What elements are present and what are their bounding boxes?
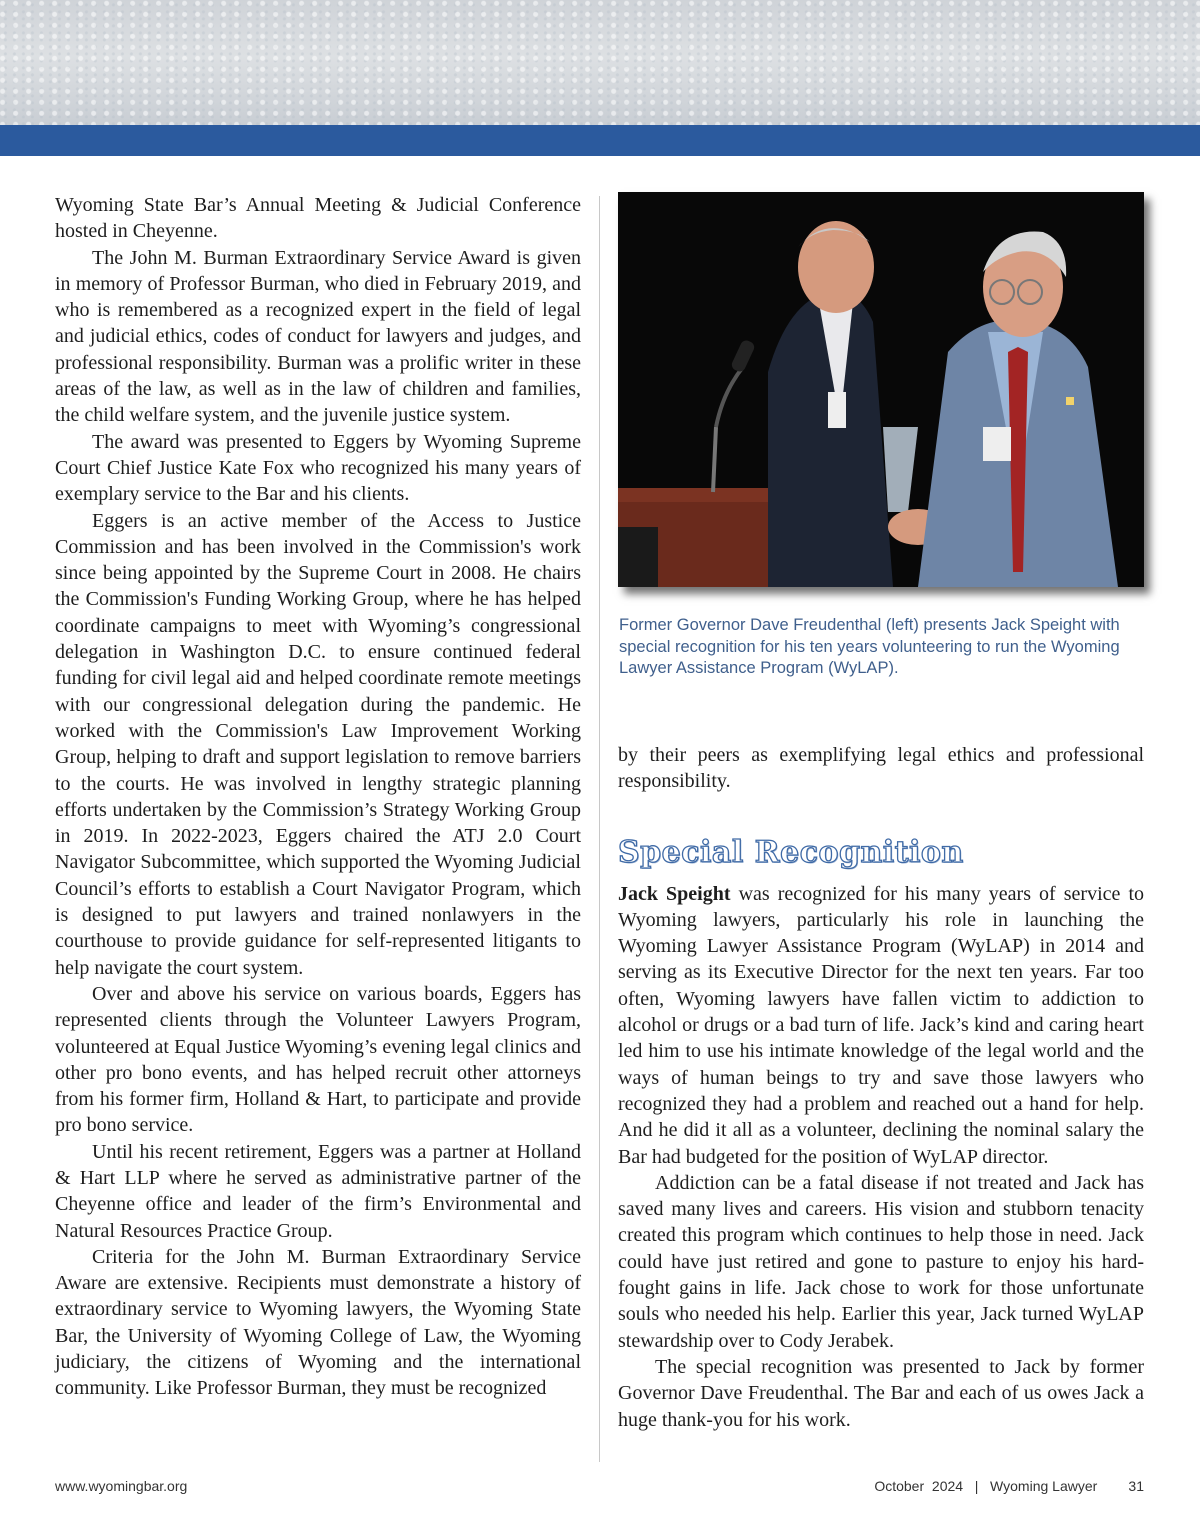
footer-info	[874, 1478, 1144, 1494]
paragraph: Wyoming State Bar’s Annual Meeting & Judicial Conference hosted in Cheyenne.	[55, 194, 581, 243]
footer-publication: Wyoming Lawyer	[990, 1478, 1098, 1494]
paragraph: The award was presented to Eggers by Wyoming Supreme Court Chief Justice Kate Fox who recognized his many years of exemplary service to the Bar and his clients.	[55, 430, 581, 506]
lead-name: Jack Speight	[618, 882, 731, 905]
award-photo	[618, 192, 1144, 587]
section-heading: Special Recognition	[618, 834, 964, 870]
left-column	[55, 192, 581, 1402]
award-photo-illustration	[618, 192, 1144, 587]
paragraph: The special recognition was presented to Jack by former Governor Dave Freudenthal. The Bar and each of us owes Jack a huge thank-you for his work.	[618, 1355, 1144, 1431]
paragraph: The John M. Burman Extraordinary Service Award is given in memory of Professor Burman, who died in February 2019, and who is remembered as a recognized expert in the field of legal and judicial ethics, codes of conduct for lawyers and judges, and professional responsibility. Burman was a prolific writer in these areas of the law, as well as in the law of children and families, the child welfare system, and the juvenile justice system.	[55, 246, 581, 427]
paragraph	[618, 881, 1144, 1170]
paragraph-text: was recognized for his many years of service to Wyoming lawyers, particularly his role in launching the Wyoming Lawyer Assistance Program (WyLAP) in 2014 and serving as its Executive Director for the next ten years. Far too often, Wyoming lawyers have fallen victim to addiction to alcohol or drugs or a bad turn of life. Jack’s kind and caring heart led him to use his intimate knowledge of the legal world and the ways of human beings to try and save those lawyers who recognized they had a problem and reached out a hand for help. And he did it all as a volunteer, declining the nominal salary the Bar had budgeted for the position of WyLAP director.	[618, 882, 1145, 1168]
paragraph: Criteria for the John M. Burman Extraordinary Service Aware are extensive. Recipients must demonstrate a history of extraordinary service to Wyoming lawyers, the Wyoming State Bar, the University of Wyoming College of Law, the Wyoming judiciary, the citizens of Wyoming and the international community. Like Professor Burman, they must be recognized	[55, 1245, 581, 1400]
column-divider	[599, 196, 600, 1462]
footer-website: www.wyomingbar.org	[55, 1478, 188, 1494]
right-column	[618, 192, 1145, 1431]
header-texture	[0, 0, 1200, 125]
footer-date: October 2024	[874, 1478, 964, 1494]
continued-paragraph: by their peers as exemplifying legal ethics and professional responsibility.	[618, 744, 1144, 793]
paragraph: Addiction can be a fatal disease if not treated and Jack has saved many lives and careers. His vision and stubborn tenacity created this program which continues to help those in need. Jack could have just retired and gone to pasture to enjoy his hard-fought gains in life. Jack chose to work for those unfortunate souls who needed his help. Earlier this year, Jack turned WyLAP stewardship over to Cody Jerabek.	[618, 1171, 1144, 1352]
paragraph: Eggers is an active member of the Access to Justice Commission and has been involved in the Commission's work since being appointed by the Supreme Court in 2008. He chairs the Commission's Funding Working Group, where he has helped coordinate campaigns to meet with Wyoming’s congressional delegation in Washington D.C. to ensure continued federal funding for civil legal aid and helped coordinate remote meetings with our congressional delegation during the pandemic. He worked with the Commission's Law Improvement Working Group, helping to draft and support legislation to remove barriers to the courts. He was involved in lengthy strategic planning efforts undertaken by the Commission’s Strategy Working Group in 2019. In 2022-2023, Eggers chaired the ATJ 2.0 Court Navigator Subcommittee, which supported the Wyoming Judicial Council’s efforts to establish a Court Navigator Program, which is designed to put lawyers and trained nonlawyers in the courthouse to provide guidance for self-represented litigants to help navigate the court system.	[55, 509, 581, 979]
photo-caption: Former Governor Dave Freudenthal (left) presents Jack Speight with special recognition for his ten years volunteering to run the Wyoming Lawyer Assistance Program (WyLAP).	[619, 616, 1120, 677]
page-number: 31	[1128, 1478, 1144, 1494]
paragraph: Over and above his service on various boards, Eggers has represented clients through the Volunteer Lawyers Program, volunteered at Equal Justice Wyoming’s evening legal clinics and other pro bono events, and has helped recruit other attorneys from his former firm, Holland & Hart, to participate and provide pro bono service.	[55, 982, 581, 1137]
footer-separator: |	[974, 1478, 979, 1494]
paragraph: Until his recent retirement, Eggers was a partner at Holland & Hart LLP where he served as administrative partner of the Cheyenne office and leader of the firm’s Environmental and Natural Resources Practice Group.	[55, 1140, 581, 1242]
right-column-text	[618, 742, 1144, 1433]
header-band	[0, 125, 1200, 156]
